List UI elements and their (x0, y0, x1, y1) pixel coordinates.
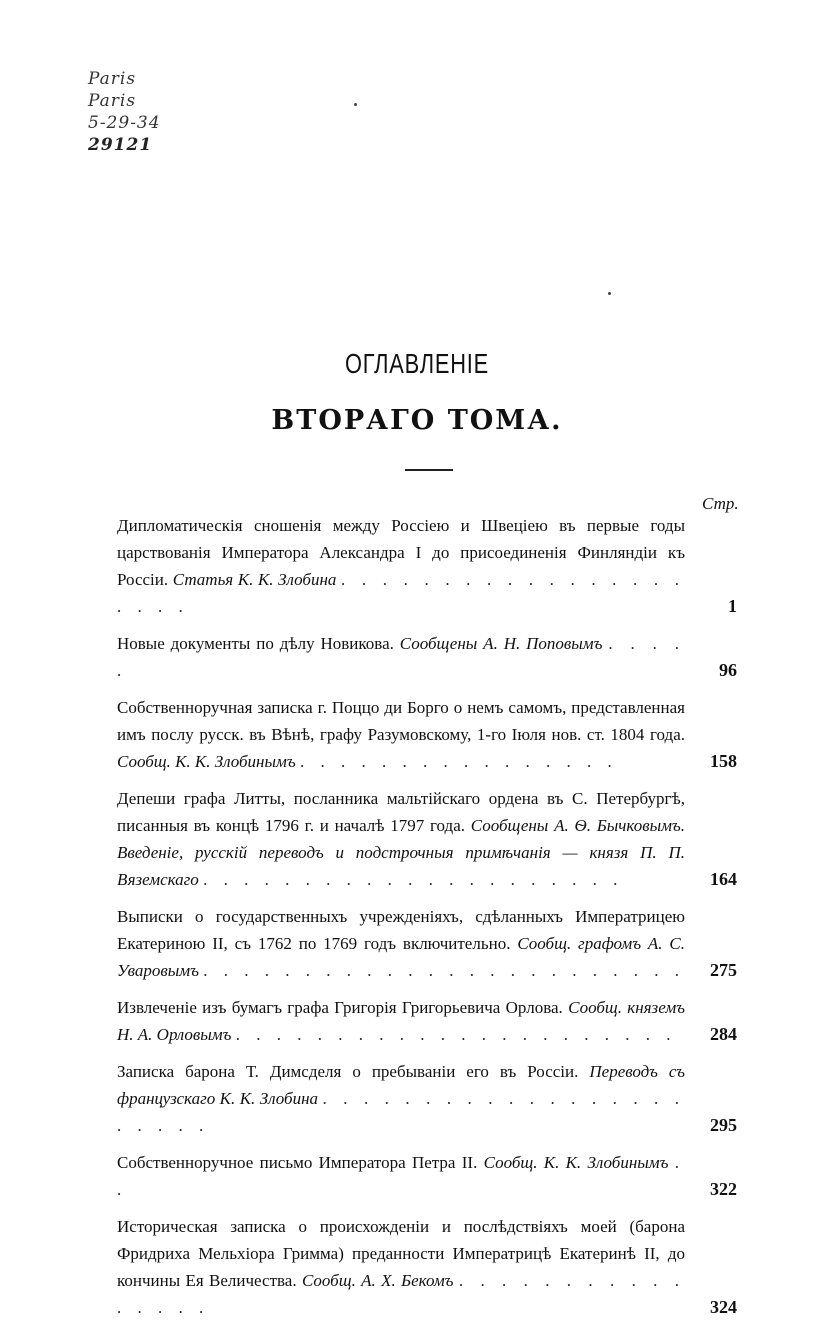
toc-entry (117, 1149, 737, 1203)
toc-entry-text (117, 903, 685, 984)
toc-entry-page: 164 (710, 869, 737, 889)
toc-entry-attribution: Статья К. К. Злобина (172, 570, 337, 589)
toc-entry-text (117, 994, 685, 1048)
leader-dots: . . . . . . . . . . . . . . . . (299, 752, 618, 771)
toc-entry-page: 158 (710, 751, 737, 771)
toc-entry-text (117, 1149, 685, 1203)
toc-entry-text (117, 630, 685, 684)
toc-entry (117, 512, 737, 620)
leader-dots: . . . . . . . . . . . . . . . . . . . . . . . . (203, 961, 685, 980)
toc-entry-page: 284 (710, 1024, 737, 1044)
handwritten-library-note (88, 68, 161, 156)
toc-entry-page: 275 (710, 960, 737, 980)
toc-entry-title: Выписки о государственныхъ учрежденіяхъ, сдѣланныхъ Императрицею Екатериною II, съ 1762 по 1769 годъ включительно. (117, 907, 685, 953)
toc-entry-text (117, 512, 685, 620)
page-column-header: Стр. (702, 494, 739, 513)
toc-entry-attribution: Переводъ съ французскаго К. К. Злобина (117, 1062, 686, 1108)
toc-entry-page: 1 (728, 596, 737, 616)
toc-entry (117, 630, 737, 684)
toc-entry (117, 994, 737, 1048)
toc-entry-text (117, 1213, 685, 1321)
library-note-line-2: Paris (88, 91, 137, 111)
toc-entry (117, 903, 737, 984)
toc-entry-attribution: Сообщ. К. К. Злобинымъ (117, 752, 296, 771)
leader-dots: . . . . . . . . . . . . . . . . . . . . . (117, 570, 686, 616)
toc-entry-text (117, 1058, 685, 1139)
toc-entry-title: Извлеченіе изъ бумагъ графа Григорія Григорьевича Орлова. (117, 998, 563, 1017)
page-title: ОГЛАВЛЕНІЕ (345, 348, 489, 379)
toc-entry-title: Депеши графа Литты, посланника мальтійскаго ордена въ С. Петербургѣ, писанныя въ концѣ 1796 г. и началѣ 1797 года. (117, 789, 685, 835)
toc-entry-title: Собственноручное письмо Императора Петра II. (117, 1153, 478, 1172)
toc-entry-attribution: Сообщ. К. К. Злобинымъ (483, 1153, 669, 1172)
toc-entry-title: Собственноручная записка г. Поццо ди Борго о немъ самомъ, представленная имъ послу русск. въ Вѣнѣ, графу Разумовскому, 1-го Іюля нов. ст. 1804 года. (117, 698, 685, 744)
page-subtitle: ВТОРАГО ТОМА. (271, 405, 563, 436)
leader-dots: . . (117, 1153, 685, 1199)
toc-entry (117, 1213, 737, 1321)
toc-entry-title: Дипломатическія сношенія между Россіею и Швеціею въ первые годы царствованія Императора Александра I до присоединенія Финляндіи къ Россіи. (117, 516, 685, 589)
leader-dots: . . . . . . . . . . . . . . . . . . . . . . . (117, 1089, 686, 1135)
library-note-line-4: 29121 (88, 135, 153, 155)
toc-entry-title: Записка барона Т. Димсделя о пребываніи его въ Россіи. (117, 1062, 579, 1081)
toc-entry-text (117, 694, 685, 775)
toc-entry-attribution: Сообщ. княземъ Н. А. Орловымъ (117, 998, 685, 1044)
leader-dots: . . . . . . . . . . . . . . . . . . . . . . (235, 1025, 677, 1044)
toc-entry-text (117, 785, 685, 893)
table-of-contents (117, 512, 737, 1331)
leader-dots: . . . . . . . . . . . . . . . . (117, 1271, 686, 1317)
toc-entry-title: Новые документы по дѣлу Новикова. (117, 634, 394, 653)
toc-entry-page: 96 (719, 660, 737, 680)
toc-entry-attribution: Сообщены А. Н. Поповымъ (399, 634, 603, 653)
toc-entry-page: 324 (710, 1297, 737, 1317)
library-note-line-1: Paris (88, 69, 137, 89)
toc-entry-attribution: Сообщ. графомъ А. С. Уваровымъ (117, 934, 686, 980)
toc-entry-page: 322 (710, 1179, 737, 1199)
toc-entry (117, 694, 737, 775)
toc-entry (117, 785, 737, 893)
toc-entry-page: 295 (710, 1115, 737, 1135)
leader-dots: . . . . . . . . . . . . . . . . . . . . . (203, 870, 624, 889)
toc-entry-attribution: Сообщены А. Ѳ. Бычковымъ. Введеніе, русскій переводъ и подстрочныя примѣчанія — князя П. П. Вяземскаго (117, 816, 686, 889)
toc-entry (117, 1058, 737, 1139)
paper-speck (608, 292, 611, 295)
paper-speck (354, 103, 357, 106)
title-divider (405, 469, 453, 471)
toc-entry-attribution: Сообщ. А. Х. Бекомъ (301, 1271, 454, 1290)
toc-entry-title: Историческая записка о происхожденіи и послѣдствіяхъ моей (барона Фридриха Мельхіора Гримма) преданности Императрицѣ Екатеринѣ II, до кончины Ея Величества. (117, 1217, 685, 1290)
leader-dots: . . . . . (117, 634, 686, 680)
library-note-line-3: 5-29-34 (88, 113, 161, 133)
